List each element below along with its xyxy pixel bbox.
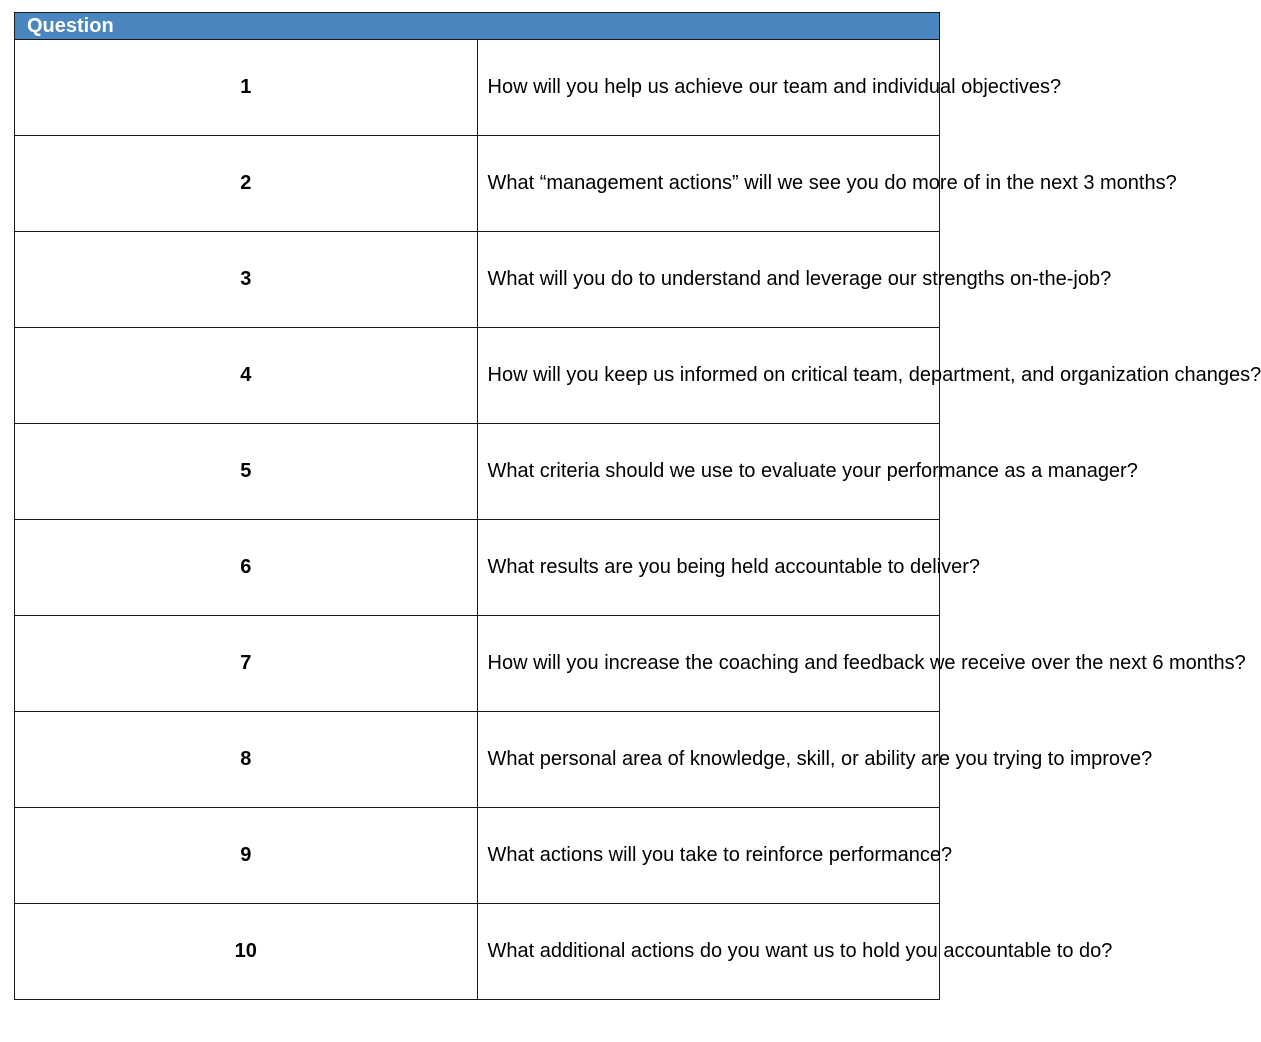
- question-text: What personal area of knowledge, skill, or ability are you trying to improve?: [477, 712, 940, 808]
- question-text: How will you keep us informed on critical team, department, and organization changes?: [477, 328, 940, 424]
- table-row: [15, 712, 940, 808]
- question-table-container: [14, 12, 1261, 1000]
- table-row: [15, 328, 940, 424]
- row-number: 3: [15, 232, 478, 328]
- row-number: 6: [15, 520, 478, 616]
- row-number: 10: [15, 904, 478, 1000]
- header-row: [15, 13, 940, 40]
- row-number: 9: [15, 808, 478, 904]
- table-row: [15, 424, 940, 520]
- table-row: [15, 232, 940, 328]
- table-body: [15, 40, 1261, 1000]
- table-row: [15, 808, 940, 904]
- row-number: 1: [15, 40, 478, 136]
- row-number: 7: [15, 616, 478, 712]
- row-number: 2: [15, 136, 478, 232]
- question-text: What actions will you take to reinforce performance?: [477, 808, 940, 904]
- question-text: What criteria should we use to evaluate your performance as a manager?: [477, 424, 940, 520]
- question-text: What additional actions do you want us to hold you accountable to do?: [477, 904, 940, 1000]
- table-header: [15, 13, 940, 40]
- table-row: [15, 136, 940, 232]
- question-text: How will you help us achieve our team and individual objectives?: [477, 40, 940, 136]
- row-number: 5: [15, 424, 478, 520]
- table-row: [15, 904, 940, 1000]
- question-text: How will you increase the coaching and feedback we receive over the next 6 months?: [477, 616, 940, 712]
- table-row: [15, 616, 940, 712]
- question-table: [14, 12, 1261, 1000]
- row-number: 8: [15, 712, 478, 808]
- question-text: What “management actions” will we see you do more of in the next 3 months?: [477, 136, 940, 232]
- table-row: [15, 520, 940, 616]
- question-text: What will you do to understand and leverage our strengths on-the-job?: [477, 232, 940, 328]
- row-number: 4: [15, 328, 478, 424]
- header-question-title: Question: [15, 13, 940, 40]
- question-text: What results are you being held accountable to deliver?: [477, 520, 940, 616]
- table-row: [15, 40, 940, 136]
